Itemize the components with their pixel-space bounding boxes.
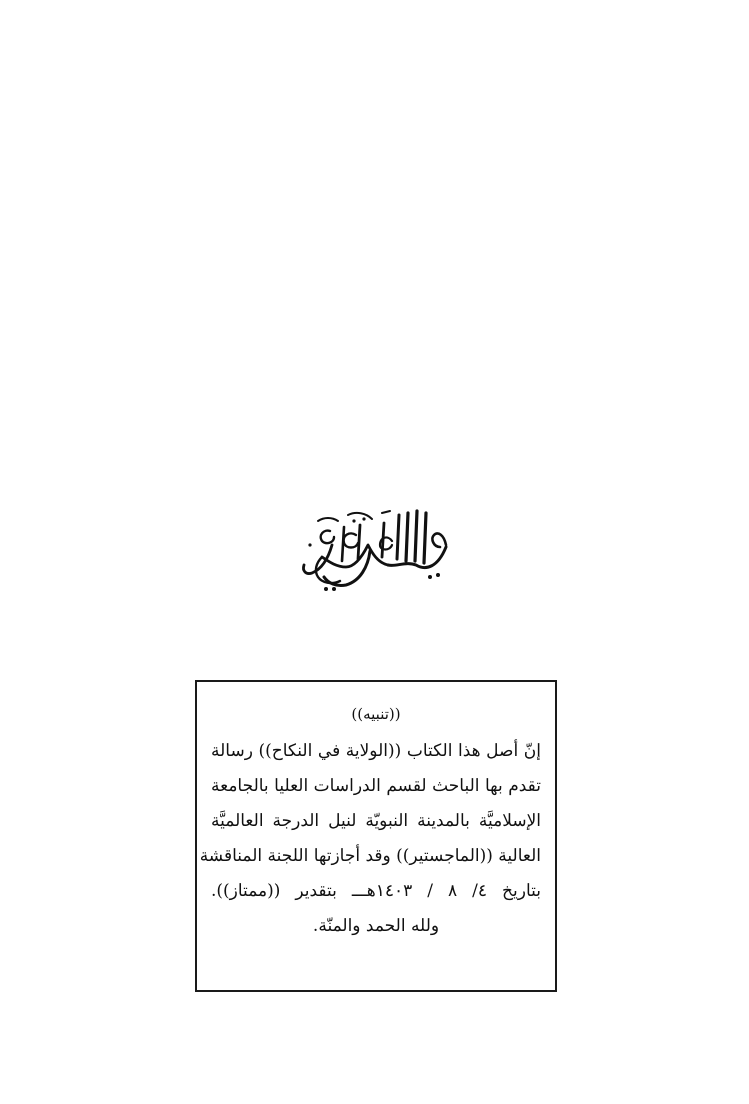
- notice-box: [195, 680, 557, 992]
- notice-line: الإسلاميَّة بالمدينة النبويّة لنيل الدرجة العالميَّة: [211, 811, 541, 831]
- notice-line: بتاريخ ٤/ ٨ / ١٤٠٣هـــ بتقدير ((ممتاز)).: [211, 881, 541, 901]
- notice-line: إنّ أصل هذا الكتاب ((الولاية في النكاح)) رسالة: [211, 741, 541, 761]
- basmala-calligraphy: [298, 505, 450, 593]
- notice-line: ولله الحمد والمنّة.: [312, 916, 440, 936]
- notice-title: ((تنبيه)): [351, 705, 401, 723]
- notice-line: تقدم بها الباحث لقسم الدراسات العليا بالجامعة: [211, 776, 541, 796]
- basmala-calligraphy-icon: [298, 505, 450, 593]
- notice-body: [199, 734, 541, 944]
- notice-line: العالية ((الماجستير)) وقد أجازتها اللجنة المناقشة: [199, 846, 541, 866]
